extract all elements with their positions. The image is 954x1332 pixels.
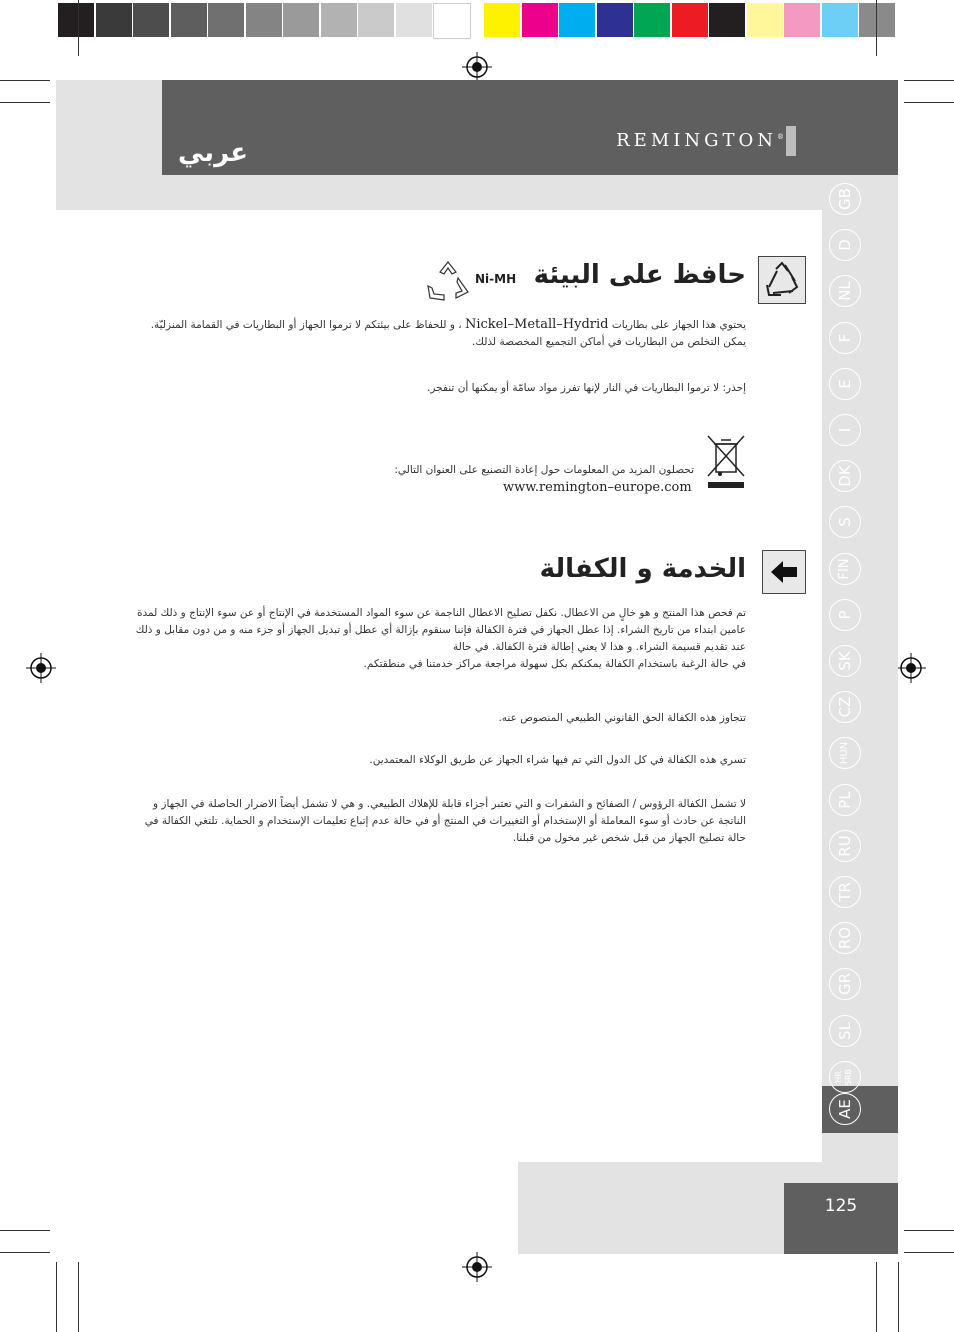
language-tab-cz[interactable]: CZ [829, 691, 861, 723]
gray-swatch [433, 3, 471, 39]
gray-swatch [133, 3, 169, 37]
language-tab-tr[interactable]: TR [829, 876, 861, 908]
recycle-icon-box [758, 256, 806, 304]
environment-line-2: يمكن التخلص من البطاريات في أماكن التجميع المخصصة لذلك. [472, 336, 746, 348]
language-tab-ae[interactable]: AE [829, 1093, 861, 1125]
brand-accent-bar [786, 126, 796, 156]
crop-mark [904, 1230, 954, 1231]
color-swatch [484, 3, 520, 37]
service-paragraph-2: تتجاوز هذه الكفالة الحق القانوني الطبيعي المنصوص عنه. [498, 712, 746, 724]
crop-mark [0, 1230, 50, 1231]
battery-warning: إحذر: لا ترموا البطاريات في النار لإنها تفرز مواد سامّة أو يمكنها أن تنفجر. [427, 382, 746, 394]
language-tab-sk[interactable]: SK [829, 645, 861, 677]
crop-mark [0, 1252, 50, 1253]
environment-title: حافظ على البيئة [533, 260, 746, 290]
color-swatch [747, 3, 783, 37]
registration-mark-bottom [462, 1252, 492, 1282]
page-number: 125 [824, 1196, 858, 1216]
gray-swatch [208, 3, 244, 37]
color-swatch [634, 3, 670, 37]
service-paragraph-4 [106, 796, 746, 847]
service-paragraph-1 [106, 605, 746, 673]
gray-swatch [283, 3, 319, 37]
language-tab-hr-srb[interactable]: HR SRB [829, 1061, 861, 1093]
crop-mark [876, 0, 877, 56]
gray-swatch [321, 3, 357, 37]
language-tab-nl[interactable]: NL [829, 275, 861, 307]
registration-mark-top [462, 52, 492, 82]
language-tab-dk[interactable]: DK [829, 460, 861, 492]
color-swatch [672, 3, 708, 37]
service-title: الخدمة و الكفالة [539, 554, 746, 584]
color-swatch [522, 3, 558, 37]
nimh-label: Ni-MH [475, 272, 517, 286]
crop-mark [904, 102, 954, 103]
registration-mark-left [26, 653, 56, 683]
crop-mark [904, 80, 954, 81]
service-line: عند تقديم قسيمة الشراء. و هذا لا يعني إطالة فترة الكفالة. في حالة [453, 641, 746, 653]
crop-mark [904, 1252, 954, 1253]
language-tab-gb[interactable]: GB [829, 183, 861, 215]
gray-swatch [58, 3, 94, 37]
gray-swatch [171, 3, 207, 37]
language-tab-sl[interactable]: SL [829, 1015, 861, 1047]
service-line: عامين ابتداء من تاريخ الشراء. إذا عطل الجهاز في فترة الكفالة فإننا سنقوم بإزالة أي عطل أو تبديل الجهاز أو جزء منه و من دون مقابل و ذلك [135, 624, 746, 636]
crop-mark [78, 0, 79, 56]
recycle-outline-icon [424, 258, 472, 304]
recycling-url[interactable]: www.remington–europe.com [503, 480, 692, 495]
registration-mark-right [896, 653, 926, 683]
gray-swatch [358, 3, 394, 37]
color-swatch [784, 3, 820, 37]
gray-swatch [396, 3, 432, 37]
arrow-left-icon [763, 551, 805, 593]
language-tab-d[interactable]: D [829, 229, 861, 261]
color-swatch [709, 3, 745, 37]
service-line: لا تشمل الكفالة الرؤوس / الصفائح و الشفرات و التي تعتبر أجزاء قابلة للإهلاك الطبيعي. و هي لا تشمل أيضاً الاضرار الحاصلة في الجهاز و [153, 798, 746, 810]
color-swatch [597, 3, 633, 37]
service-line: الناتجة عن حادث أو سوء المعاملة أو الإستخدام أو التغييرات في المنتج أو في حالة عدم إتباع تعليمات الإستخدام و الحماية. تلتغي الكفالة في [144, 815, 746, 827]
environment-paragraph [106, 316, 746, 351]
crop-mark [78, 1262, 79, 1332]
color-swatch [859, 3, 895, 37]
environment-line-1: يحتوي هذا الجهاز على بطاريات Nickel–Metall–Hydrid ، و للحفاظ على بيئتكم لا ترموا الجهاز أو البطاريات في القمامة المنزليّة. [150, 317, 746, 332]
service-line: في حالة الرغبة باستخدام الكفالة يمكنكم بكل سهولة مراجعة مراكز خدمتنا في منطقتكم. [363, 658, 746, 670]
language-tab-ro[interactable]: RO [829, 922, 861, 954]
crop-mark [876, 1262, 877, 1332]
language-tab-hun[interactable]: HUN [829, 737, 861, 769]
language-tab-ru[interactable]: RU [829, 830, 861, 862]
color-swatch [822, 3, 858, 37]
arrow-icon-box [762, 550, 806, 594]
crop-mark [0, 102, 50, 103]
language-tab-i[interactable]: I [829, 414, 861, 446]
service-paragraph-3: تسري هذه الكفالة في كل الدول التي تم فيها شراء الجهاز عن طريق الوكلاء المعتمدين. [369, 754, 746, 766]
language-tab-gr[interactable]: GR [829, 968, 861, 1000]
gray-swatch [246, 3, 282, 37]
gray-swatch [96, 3, 132, 37]
service-line: حالة تصليح الجهاز من قبل شخص غير مخول من قبلنا. [512, 832, 746, 844]
language-tab-fin[interactable]: FIN [829, 553, 861, 585]
color-swatch [559, 3, 595, 37]
recycle-icon [759, 257, 805, 303]
language-tab-e[interactable]: E [829, 368, 861, 400]
page-number-box [784, 1183, 898, 1254]
recycling-info-text: تحصلون المزيد من المعلومات حول إعادة التصنيع على العنوان التالي: [394, 464, 694, 476]
weee-bin-icon [706, 434, 746, 490]
language-tab-s[interactable]: S [829, 506, 861, 538]
crop-mark [898, 1262, 899, 1332]
service-line: تم فحص هذا المنتج و هو خالٍ من الاعطال. نكفل تصليح الاعطال الناجمة عن سوء المواد المستخدمة في الإنتاج أو عن سوء الإنتاج و ذلك لمدة [136, 607, 746, 619]
language-tab-pl[interactable]: PL [829, 784, 861, 816]
language-tab-p[interactable]: P [829, 599, 861, 631]
language-title: عربي [178, 138, 249, 168]
language-tab-f[interactable]: F [829, 322, 861, 354]
crop-mark [0, 80, 50, 81]
crop-mark [56, 1262, 57, 1332]
brand-logo: REMINGTON® [616, 130, 784, 151]
